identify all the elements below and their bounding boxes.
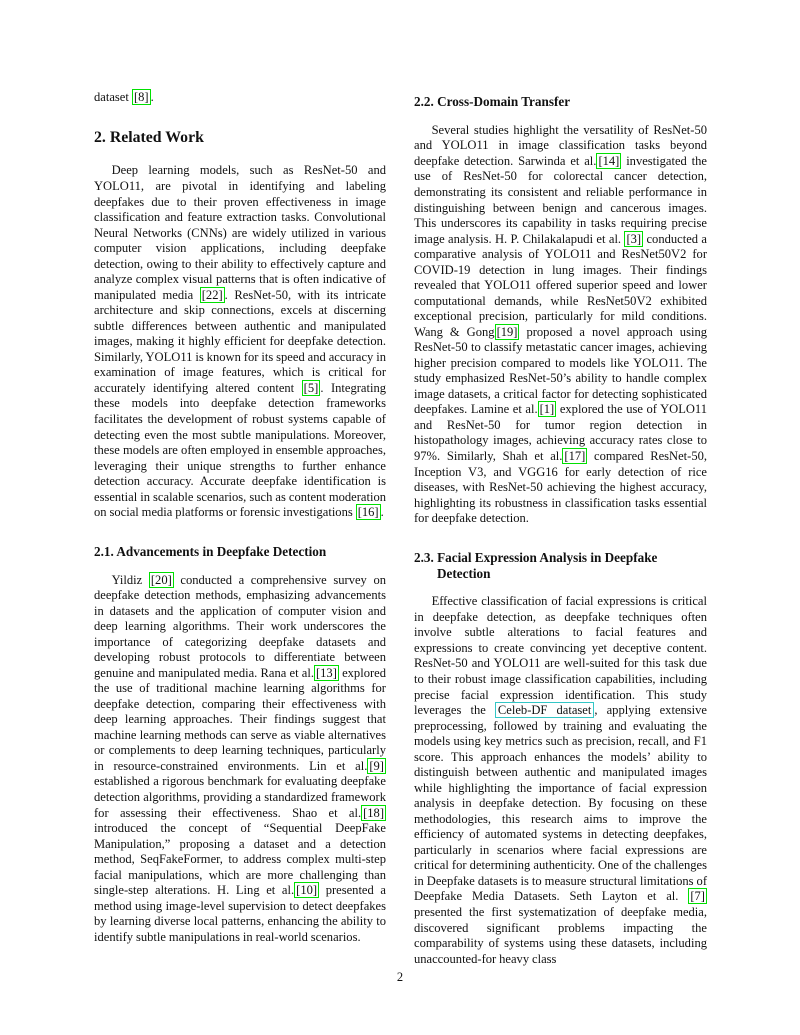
text-fragment: presented a method using image-level supervision to detect deepfakes by learning diverse local patterns, enhancing the ability to identify subtle manipulations in real-world scenarios.	[94, 883, 386, 944]
citation-link[interactable]: [16]	[357, 505, 379, 520]
citation-link[interactable]: [10]	[296, 883, 318, 898]
text-fragment: dataset	[94, 90, 132, 104]
text-fragment: . ResNet-50, with its intricate architecture and skip connections, excels at discerning subtle differences between authentic and manipulated images, making it highly efficient for deepfake detection. Similarly, YOLO11 is known for its speed and accuracy in examination of image features, which is critical for accurately identifying altered content	[94, 287, 386, 395]
paragraph-related-work	[94, 163, 386, 520]
text-fragment: . Integrating these models into deepfake detection frameworks facilitates the development of robust systems capable of detecting even the most subtle manipulations. Moreover, these models are often employed in ensemble approaches, leveraging their unique strengths to further enhance detection accuracy. Accurate deepfake identification is essential in scalable scenarios, such as content moderation on social media platforms or forensic investigations	[94, 380, 386, 520]
text-fragment: explored the use of traditional machine learning algorithms for deepfake detection, comparing their effectiveness with deep learning approaches. Their findings suggest that machine learning methods can serve as viable alternatives or complements to deep learning techniques, particularly in resource-constrained environments. Lin et al.	[94, 665, 386, 773]
citation-link[interactable]: [20]	[150, 572, 172, 587]
section-number: 2.	[94, 128, 106, 146]
text-fragment: compared ResNet-50, Inception V3, and VGG16 for early detection of rice diseases, with ResNet-50 achieving the highest accuracy, highlighting its robustness in classification tasks essential for deepfake detection.	[414, 449, 708, 526]
text-fragment: explored the use of YOLO11 and ResNet-50 for tumor region detection in histopathology images, achieving accuracy rates close to 97%. Similarly, Shah et al.	[414, 402, 708, 463]
text-fragment: Several studies highlight the versatility of ResNet-50 and YOLO11 in image classification tasks beyond deepfake detection. Sarwinda et al.	[414, 122, 707, 168]
section-title: Related Work	[109, 128, 204, 146]
paragraph-facial-expression	[414, 594, 707, 967]
section-title: Cross-Domain Transfer	[437, 94, 571, 109]
text-fragment: conducted a comprehensive survey on deepfake detection methods, emphasizing advancements in datasets and the application of computer vision and deep learning algorithms. Their work underscores the importance of categorizing deepfake datasets and developing robust protocols to differentiate between genuine and manipulated media. Rana et al.	[94, 572, 387, 680]
citation-link[interactable]: [7]	[690, 889, 705, 904]
section-number: 2.1.	[94, 543, 114, 559]
citation-link[interactable]: [3]	[626, 231, 642, 246]
text-fragment: Yildiz	[111, 572, 149, 587]
section-number: 2.3.	[414, 549, 434, 565]
text-fragment: .	[150, 90, 154, 104]
section-title: Advancements in Deepfake Detection	[116, 543, 327, 559]
citation-link[interactable]: [8]	[133, 90, 149, 104]
text-fragment: , applying extensive preprocessing, followed by training and evaluating the models using key metrics such as precision, recall, and F1 score. This approach enhances the models’ ability to distinguish between authentic and manipulated images while highlighting the importance of facial expression analysis in deepfake detection. By focusing on these methodologies, this research aims to improve the efficiency of automated systems in detecting deepfakes, particularly in scenarios where facial expressions are critical for determining authenticity. One of the challenges in Deepfake datasets is to measure structural limitations of Deepfake Media Datasets. Seth Layton et al.	[414, 703, 707, 904]
left-column	[94, 90, 386, 945]
citation-link[interactable]: [18]	[363, 805, 384, 820]
citation-link[interactable]: [17]	[564, 449, 586, 463]
text-fragment: introduced the concept of “Sequential DeepFake Manipulation,” proposing a dataset and a detection method, SeqFakeFormer, to address complex multi-step facial manipulations, which are more challenging than single-step alterations. H. Ling et al.	[94, 821, 386, 898]
section-title: Facial Expression Analysis in Deepfake Detection	[437, 549, 658, 581]
dataset-link[interactable]: Celeb-DF dataset	[495, 702, 594, 718]
citation-link[interactable]: [5]	[303, 380, 319, 395]
paragraph-advancements	[94, 573, 386, 946]
text-fragment: investigated the use of ResNet-50 for colorectal cancer detection, demonstrating its consistent and reliable performance in distinguishing between benign and cancerous images. This underscores its capability in tasks requiring precise image analysis. H. P. Chilakalapudi et al.	[414, 153, 707, 246]
subsection-heading-advancements	[94, 544, 386, 560]
section-number: 2.2.	[414, 94, 434, 109]
page-number: 2	[396, 970, 404, 984]
citation-link[interactable]: [14]	[598, 153, 620, 168]
text-fragment: proposed a novel approach using ResNet-50 to classify metastatic cancer images, achieving higher precision compared to models like YOLO11. The study emphasized ResNet-50’s ability to handle complex image datasets, a critical factor for detecting sophisticated deepfakes. Lamine et al.	[414, 324, 707, 417]
continued-text	[94, 90, 386, 106]
citation-link[interactable]: [19]	[496, 324, 518, 339]
section-heading-related-work	[94, 129, 386, 148]
right-column	[414, 90, 707, 967]
text-fragment: .	[380, 505, 384, 520]
subsection-heading-facial-expression	[414, 550, 707, 582]
text-fragment: established a rigorous benchmark for evaluating deepfake detection algorithms, providing a standardized framework for assessing their effectiveness. Shao et al.	[94, 774, 386, 820]
citation-link[interactable]: [9]	[369, 758, 384, 773]
citation-link[interactable]: [13]	[315, 665, 337, 680]
text-fragment: conducted a comparative analysis of YOLO11 and ResNet50V2 for COVID-19 detection in lung images. Their findings revealed that YOLO11 offered superior speed and lower computational demands, while ResNet50V2 exhibited exceptional precision, particularly for mild conditions. Wang & Gong	[414, 231, 707, 339]
paragraph-cross-domain	[414, 123, 707, 527]
citation-link[interactable]: [1]	[539, 402, 555, 417]
text-fragment: Effective classification of facial expressions is critical in deepfake detection, as deepfake techniques often involve subtle alterations to facial features and expressions to create convincing yet deceptive content. ResNet-50 and YOLO11 are well-suited for this task due to their robust image classification capabilities, including precise facial expression identification. This study leverages the	[414, 594, 707, 718]
text-fragment: Deep learning models, such as ResNet-50 and YOLO11, are pivotal in identifying and labeling deepfakes due to their proven effectiveness in image classification and feature extraction tasks. Convolutional Neural Networks (CNNs) are widely utilized in various computer vision applications, including deepfake detection, owing to their ability to effectively capture and analyze complex visual patterns that is often indicative of manipulated media	[94, 163, 386, 302]
text-fragment: presented the first systematization of deepfake media, discovered significant problems impacting the comparability of systems using these datasets, including unaccounted-for heavy class	[414, 904, 707, 966]
citation-link[interactable]: [22]	[201, 287, 223, 302]
subsection-heading-cross-domain	[414, 94, 707, 110]
